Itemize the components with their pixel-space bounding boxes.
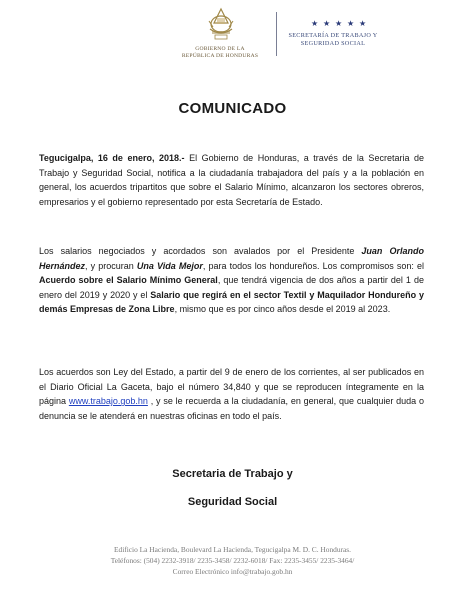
star-icon: ★ xyxy=(323,19,331,28)
star-icon: ★ xyxy=(359,19,367,28)
paragraph-agreements xyxy=(39,244,424,317)
paragraph-announcement xyxy=(39,151,424,209)
paragraph2-text: , para todos los hondureños. Los compromisos son: el xyxy=(202,260,424,271)
paragraph-legal-notice xyxy=(39,365,424,423)
paragraph2-text: , que tendrá vigencia de dos años a partir del 1 de enero del 2019 y 2020 y el xyxy=(39,275,424,300)
agreement-textile-wage: Salario que regirá en el sector Textil y Maquilador Hondureño y demás Empresas de Zona Libre xyxy=(39,289,424,315)
secretariat-name-line1: SECRETARÍA DE TRABAJO Y xyxy=(288,32,378,39)
star-icon: ★ xyxy=(335,19,343,28)
footer-phones: Teléfonos: (504) 2232-3918/ 2235-3458/ 2232-6018/ Fax: 2235-3455/ 2235-3464/ xyxy=(110,556,355,565)
footer-address: Edificio La Hacienda, Boulevard La Hacienda, Tegucigalpa M. D. C. Honduras. xyxy=(114,545,351,554)
government-name-line1: GOBIERNO DE LA xyxy=(195,46,245,52)
website-link[interactable]: www.trabajo.gob.hn xyxy=(68,396,148,407)
secretariat-name-line2: SEGURIDAD SOCIAL xyxy=(300,39,366,47)
paragraph2-text: , y procuran xyxy=(85,260,137,271)
star-icon: ★ xyxy=(311,19,319,28)
star-icon: ★ xyxy=(347,19,355,28)
paragraph2-text: Los salarios negociados y acordados son avalados por el Presidente xyxy=(39,246,362,256)
document-title: COMUNICADO xyxy=(178,100,287,117)
president-name: Juan Orlando Hernández xyxy=(39,246,425,271)
paragraph1-text: El Gobierno de Honduras, a través de la Secretaria de Trabajo y Seguridad Social, notifica a la ciudadanía trabajadora del país y a la población en general, los acuerdos tripartitos que sobre el Salario Mínimo, alcanzaron los sectores obreros, empresarios y el gobierno representado por esta Secretaría de Estado. xyxy=(39,153,425,207)
footer-email: Correo Electrónico info@trabajo.gob.hn xyxy=(172,567,293,576)
slogan: Una Vida Mejor xyxy=(136,260,203,271)
paragraph3-text: , y se le recuerda a la ciudadanía, en general, que cualquier duda o denuncia se le atenderá en nuestras oficinas en todo el país. xyxy=(39,396,424,421)
government-name xyxy=(170,46,270,59)
header-divider xyxy=(276,12,277,56)
secretariat-stars xyxy=(311,20,371,30)
government-name-line2: REPÚBLICA DE HONDURAS xyxy=(181,52,259,59)
honduras-coat-of-arms-icon xyxy=(206,7,236,41)
dateline: Tegucigalpa, 16 de enero, 2018.- xyxy=(39,153,185,163)
signature-line2: Seguridad Social xyxy=(187,496,278,508)
secretariat-name xyxy=(283,32,383,47)
signature-line1: Secretaria de Trabajo y xyxy=(172,468,293,480)
paragraph2-text: , mismo que es por cinco años desde el 2019 al 2023. xyxy=(174,304,391,315)
paragraph3-text: Los acuerdos son Ley del Estado, a partir del 9 de enero de los corrientes, al ser publicados en el Diario Oficial La Gaceta, bajo el número 34,840 y que se reproducen íntegramente en la página xyxy=(39,367,424,407)
agreement-general-wage: Acuerdo sobre el Salario Mínimo General xyxy=(39,275,218,286)
